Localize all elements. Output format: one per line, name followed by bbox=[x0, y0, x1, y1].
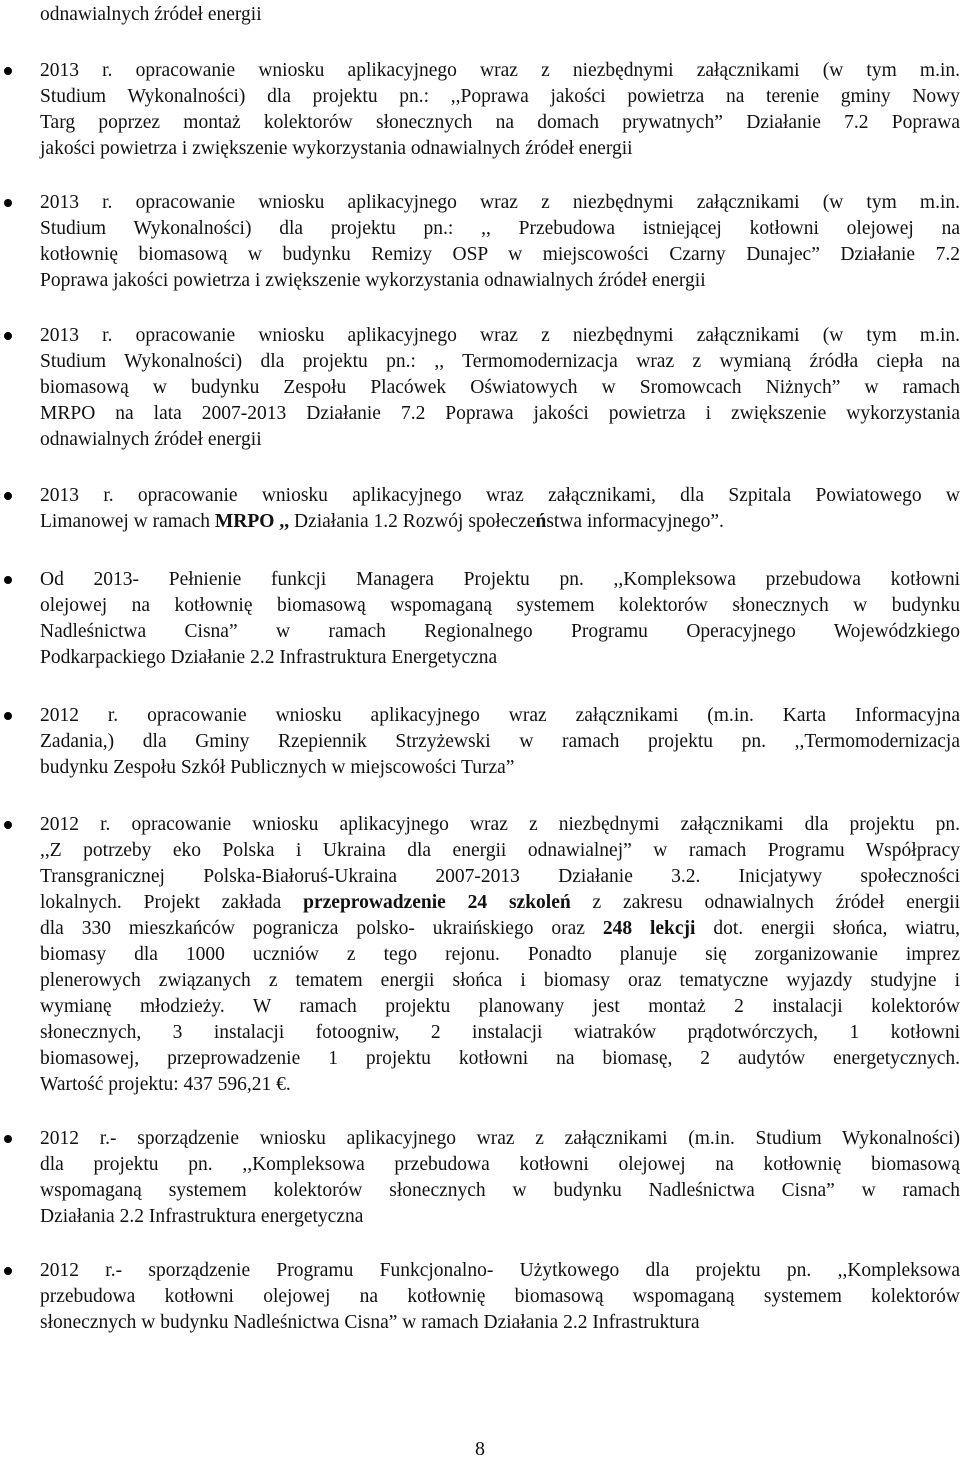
list-item-line: odnawialnych źródeł energii bbox=[40, 429, 262, 450]
list-item-line: Limanowej w ramach MRPO ,, Działania 1.2 Rozwój społeczeństwa informacyjnego”. bbox=[40, 511, 724, 532]
list-item-line: 2012 r. opracowanie wniosku aplikacyjnego wraz załącznikami (m.in. Karta Informacyjna bbox=[40, 705, 960, 726]
bullet-icon bbox=[4, 1267, 12, 1275]
list-item-line: 2013 r. opracowanie wniosku aplikacyjnego wraz z niezbędnymi załącznikami (w tym m.in. bbox=[40, 60, 960, 81]
list-item-line: lokalnych. Projekt zakłada przeprowadzenie 24 szkoleń z zakresu odnawialnych źródeł energii bbox=[40, 892, 960, 913]
list-item-line: Studium Wykonalności) dla projektu pn.: ,, Przebudowa istniejącej kotłowni olejowej na bbox=[40, 218, 960, 239]
list-item-line: Zadania,) dla Gminy Rzepiennik Strzyżewski w ramach projektu pn. ,,Termomodernizacja bbox=[40, 731, 960, 752]
list-item-line: jakości powietrza i zwiększenie wykorzystania odnawialnych źródeł energii bbox=[40, 138, 633, 159]
bullet-icon bbox=[4, 67, 12, 75]
list-item-line: słonecznych, 3 instalacji fotoogniw, 2 instalacji wiatraków prądotwórczych, 1 kotłowni bbox=[40, 1022, 960, 1043]
list-item-line: Studium Wykonalności) dla projektu pn.: ,, Termomodernizacja wraz z wymianą źródła ciepła na bbox=[40, 351, 960, 372]
list-item-line: 2013 r. opracowanie wniosku aplikacyjnego wraz z niezbędnymi załącznikami (w tym m.in. bbox=[40, 192, 960, 213]
list-item-line: Transgranicznej Polska-Białoruś-Ukraina 2007-2013 Działanie 3.2. Inicjatywy społeczności bbox=[40, 866, 960, 887]
bullet-icon bbox=[4, 576, 12, 584]
intro-line: odnawialnych źródeł energii bbox=[40, 4, 262, 25]
list-item-line: 2013 r. opracowanie wniosku aplikacyjnego wraz z niezbędnymi załącznikami (w tym m.in. bbox=[40, 325, 960, 346]
bullet-icon bbox=[4, 1135, 12, 1143]
bullet-icon bbox=[4, 492, 12, 500]
list-item-line: Działania 2.2 Infrastruktura energetyczna bbox=[40, 1206, 364, 1227]
list-item-line: wymianę młodzieży. W ramach projektu planowany jest montaż 2 instalacji kolektorów bbox=[40, 996, 960, 1017]
list-item-line: biomasy dla 1000 uczniów z tego rejonu. Ponadto planuje się zorganizowanie imprez bbox=[40, 944, 960, 965]
list-item-line: 2012 r.- sporządzenie wniosku aplikacyjnego wraz z załącznikami (m.in. Studium Wykonalności) bbox=[40, 1128, 960, 1149]
list-item-line: kotłownię biomasową w budynku Remizy OSP w miejscowości Czarny Dunajec” Działanie 7.2 bbox=[40, 244, 960, 265]
list-item-line: Od 2013- Pełnienie funkcji Managera Projektu pn. ,,Kompleksowa przebudowa kotłowni bbox=[40, 569, 960, 590]
list-item-line: Poprawa jakości powietrza i zwiększenie wykorzystania odnawialnych źródeł energii bbox=[40, 270, 706, 291]
bullet-icon bbox=[4, 199, 12, 207]
list-item-line: biomasowej, przeprowadzenie 1 projektu kotłowni na biomasę, 2 audytów energetycznych. bbox=[40, 1048, 960, 1069]
list-item-line: biomasową w budynku Zespołu Placówek Oświatowych w Sromowcach Niżnych” w ramach bbox=[40, 377, 960, 398]
list-item-line: 2012 r.- sporządzenie Programu Funkcjonalno- Użytkowego dla projektu pn. ,,Kompleksowa bbox=[40, 1260, 960, 1281]
list-item-line: Wartość projektu: 437 596,21 €. bbox=[40, 1074, 291, 1095]
list-item-line: słonecznych w budynku Nadleśnictwa Cisna” w ramach Działania 2.2 Infrastruktura bbox=[40, 1312, 700, 1333]
bullet-icon bbox=[4, 712, 12, 720]
bullet-icon bbox=[4, 332, 12, 340]
page-number: 8 bbox=[475, 1438, 485, 1460]
list-item-line: olejowej na kotłownię biomasową wspomaganą systemem kolektorów słonecznych w budynku bbox=[40, 595, 960, 616]
list-item-line: Targ poprzez montaż kolektorów słonecznych na domach prywatnych” Działanie 7.2 Poprawa bbox=[40, 112, 960, 133]
list-item-line: 2012 r. opracowanie wniosku aplikacyjnego wraz z niezbędnymi załącznikami dla projektu pn. bbox=[40, 814, 960, 835]
bullet-icon bbox=[4, 821, 12, 829]
list-item-line: Podkarpackiego Działanie 2.2 Infrastruktura Energetyczna bbox=[40, 647, 498, 668]
list-item-line: Nadleśnictwa Cisna” w ramach Regionalnego Programu Operacyjnego Wojewódzkiego bbox=[40, 621, 960, 642]
list-item-line: ,,Z potrzeby eko Polska i Ukraina dla energii odnawialnej” w ramach Programu Współpracy bbox=[40, 840, 960, 861]
list-item-line: 2013 r. opracowanie wniosku aplikacyjnego wraz załącznikami, dla Szpitala Powiatowego w bbox=[40, 485, 960, 506]
list-item-line: wspomaganą systemem kolektorów słonecznych w budynku Nadleśnictwa Cisna” w ramach bbox=[40, 1180, 960, 1201]
list-item-line: MRPO na lata 2007-2013 Działanie 7.2 Poprawa jakości powietrza i zwiększenie wykorzystania bbox=[40, 403, 960, 424]
list-item-line: budynku Zespołu Szkół Publicznych w miejscowości Turza” bbox=[40, 757, 515, 778]
list-item-line: dla projektu pn. ,,Kompleksowa przebudowa kotłowni olejowej na kotłownię biomasową bbox=[40, 1154, 960, 1175]
list-item-line: plenerowych związanych z tematem energii słońca i biomasy oraz tematyczne wyjazdy studyjne i bbox=[40, 970, 960, 991]
list-item-line: dla 330 mieszkańców pogranicza polsko- ukraińskiego oraz 248 lekcji dot. energii słońca, wiatru, bbox=[40, 918, 960, 939]
list-item-line: przebudowa kotłowni olejowej na kotłownię biomasową wspomaganą systemem kolektorów bbox=[40, 1286, 960, 1307]
list-item-line: Studium Wykonalności) dla projektu pn.: ,,Poprawa jakości powietrza na terenie gminy Nowy bbox=[40, 86, 960, 107]
